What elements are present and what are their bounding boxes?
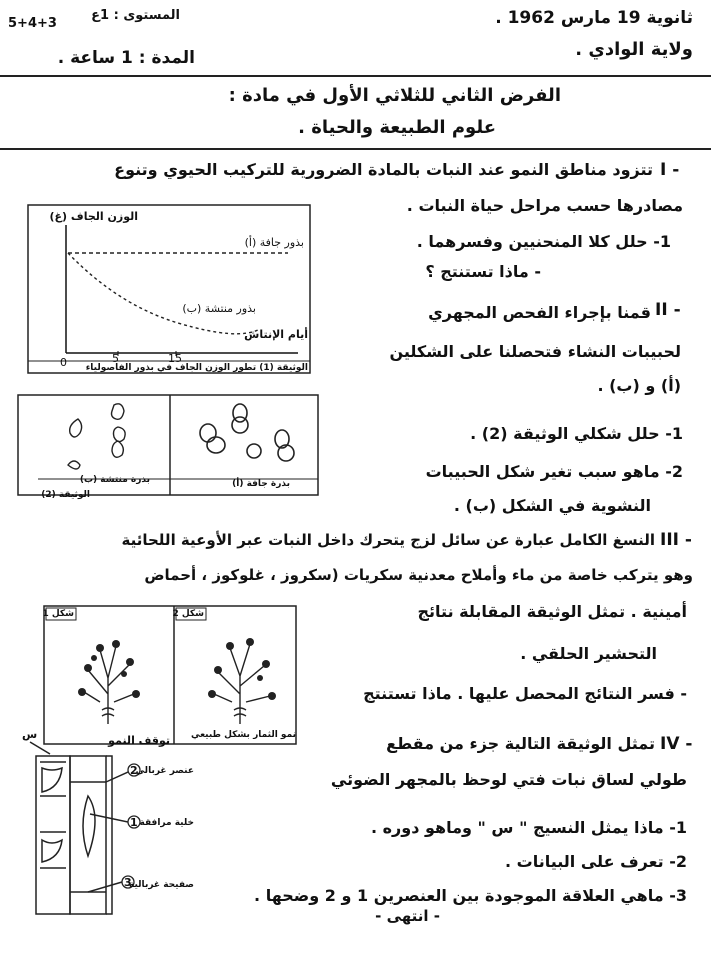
school-name: ثانوية 19 مارس 1962 . xyxy=(495,8,693,28)
part3-text-4: التحشير الحلقي . xyxy=(520,644,657,663)
doc4-num-3: 3 xyxy=(124,876,132,889)
doc2-label-a: بذرة جافة (أ) xyxy=(232,479,290,489)
doc4-label-s: س xyxy=(22,728,38,741)
header-divider xyxy=(0,75,711,77)
doc3-fig2-label: شكل 2 xyxy=(172,609,204,619)
part2-number: II - xyxy=(655,300,681,320)
doc3-fig1-label: شكل 1 xyxy=(42,609,74,619)
doc4-label-2: عنصر غربالي xyxy=(135,766,194,776)
part1-question-2: - ماذا تستنتج ؟ xyxy=(425,262,541,281)
graph-y-label: الوزن الجاف (غ) xyxy=(49,210,138,223)
part2-question-1: 1- حلل شكلي الوثيقة (2) . xyxy=(470,424,683,443)
part2-text-1: قمنا بإجراء الفحص المجهري xyxy=(428,303,651,322)
part2-question-2b: النشوية في الشكل (ب) . xyxy=(453,496,651,515)
subject-name: علوم الطبيعة والحياة . xyxy=(298,117,496,138)
part4-number: IV - xyxy=(660,734,693,754)
title-divider xyxy=(0,148,711,150)
score-scale: 5+4+3 xyxy=(8,16,57,31)
part4-text-2: طولي لساق نبات فتي لوحظ بالمجهر الضوئي xyxy=(330,770,687,789)
doc1-caption: الوثيقة (1) تطور الوزن الجاف في بذور الفاصولياء xyxy=(85,363,308,373)
graph-tick-5: 5 xyxy=(112,352,119,365)
part1-text-1: تتزود مناطق النمو عند النبات بالمادة الضرورية للتركيب الحيوي وتنوع xyxy=(114,160,653,179)
doc4-num-1: 1 xyxy=(130,816,138,829)
part4-question-2: 2- تعرف على البيانات . xyxy=(504,852,687,871)
curve-a-label: بذور جافة (أ) xyxy=(244,236,304,249)
part1-number: I - xyxy=(660,160,680,180)
doc2-caption: الوثيقة (2) xyxy=(41,490,90,500)
exam-title: الفرض الثاني للثلاثي الأول في مادة : xyxy=(228,85,561,106)
level: المستوى : 1ع xyxy=(91,8,180,23)
part1-text-2: مصادرها حسب مراحل حياة النبات . xyxy=(406,196,683,215)
doc2-label-b: بذرة منتشة (ب) xyxy=(79,475,150,485)
doc4-label-1: خلية مرافقة xyxy=(139,818,194,828)
duration: المدة : 1 ساعة . xyxy=(57,48,195,68)
part3-question-1: - فسر النتائج المحصل عليها . ماذا تستنتج xyxy=(363,684,687,703)
doc4-label-3: صفيحة غربالية xyxy=(129,880,194,890)
curve-b-label: بذور منتشة (ب) xyxy=(182,302,256,315)
part3-text-2: وهو يتركب خاصة من ماء وأملاح معدنية سكريات (سكروز ، غلوكوز ، أحماض xyxy=(144,566,693,584)
doc3-caption-2: نمو الثمار بشكل طبيعي xyxy=(190,730,296,740)
part3-text-1: النسغ الكامل عبارة عن سائل لزج يتحرك داخل النبات عبر الأوعية اللحائية xyxy=(121,531,655,549)
graph-tick-15: 15 xyxy=(168,352,182,365)
part4-question-1: 1- ماذا يمثل النسيج " س " وماهو دوره . xyxy=(370,818,687,837)
part4-question-3: 3- ماهي العلاقة الموجودة بين العنصرين 1 و 2 وضحها . xyxy=(254,886,687,905)
graph-x-label: أيام الإنتاش xyxy=(244,328,308,341)
part3-number: III - xyxy=(660,530,692,550)
part4-text-1: تمثل الوثيقة التالية جزء من مقطع xyxy=(386,734,655,753)
doc3-caption-1: توقف النمو xyxy=(108,734,170,747)
part2-text-3: (أ) و (ب) . xyxy=(597,376,681,395)
doc4-num-2: 2 xyxy=(130,764,138,777)
graph-origin: 0 xyxy=(60,356,67,369)
part1-question-1: 1- حلل كلا المنحنيين وفسرهما . xyxy=(416,232,671,251)
part2-text-2: لحبيبات النشاء فتحصلنا على الشكلين xyxy=(389,342,681,361)
wilaya-name: ولاية الوادي . xyxy=(575,39,693,60)
girdling-figure xyxy=(44,606,296,750)
end-mark: - انتهى - xyxy=(375,907,440,925)
part3-text-3: أمينية . تمثل الوثيقة المقابلة نتائج xyxy=(417,602,687,621)
part2-question-2a: 2- ماهو سبب تغير شكل الحبيبات xyxy=(425,462,683,481)
